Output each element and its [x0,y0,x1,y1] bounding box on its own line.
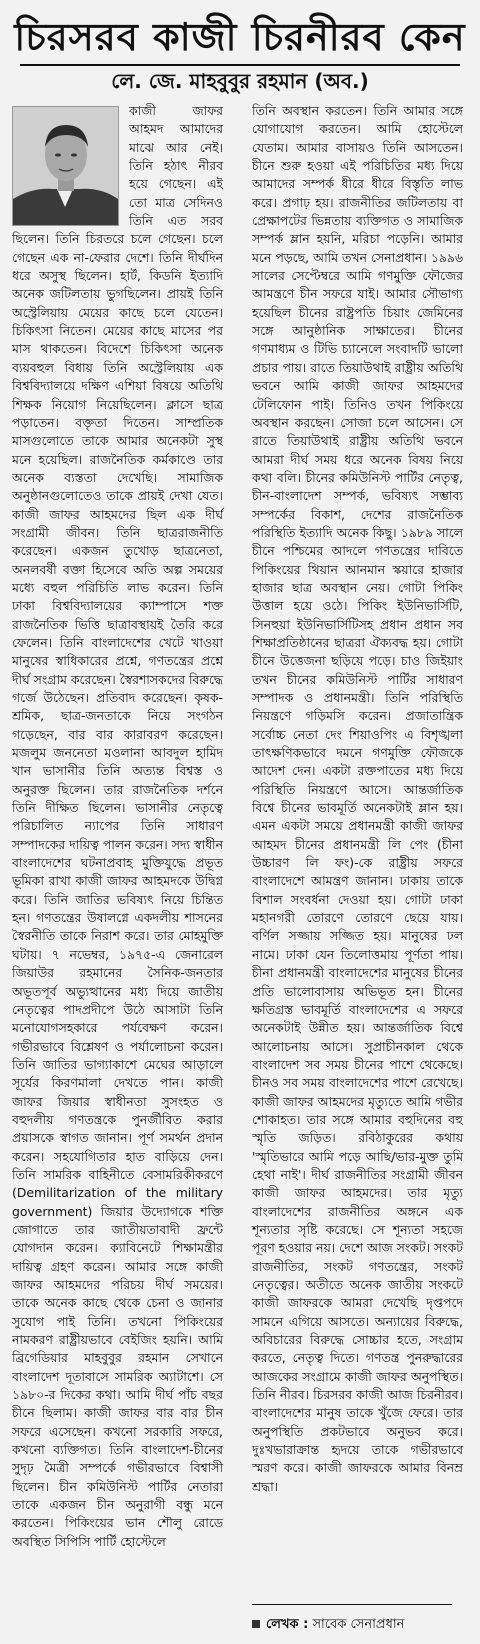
footer-rule [252,1604,452,1605]
author-credit [252,1616,463,1634]
article-column-left [12,102,223,1612]
article-column-right [252,102,463,1602]
right-column-body: তিনি অবস্থান করতেন। তিনি আমার সঙ্গে যোগাযোগ করতেন। আমি হোস্টেলে যেতাম। আমার বাসায়ও তিনি আসতেন। চীনে শুরু হওয়া এই পরিচিতির মধ্য দিয়ে আমাদের সম্পর্ক ধীরে ধীরে বিস্তৃতি লাভ করে। প্রগাঢ় হয়। রাজনীতির জটিলতায় বা প্রেক্ষাপটের ভিন্নতায় ব্যক্তিগত ও সামাজিক সম্পর্ক ম্লান হয়নি, মরিচা পড়েনি। আমার মনে পড়ছে, আমি তখন সেনাপ্রধান। ১৯৯৬ সালের সেপ্টেম্বরে আমি গণমুক্তি ফৌজের আমন্ত্রণে চীন সফরে যাই। আমার সৌভাগ্য হয়েছিল চীনের রাষ্ট্রপতি চিয়াং জেমিনের সঙ্গে আনুষ্ঠানিক সাক্ষাতের। চীনের গণমাধ্যম ও টিভি চ্যানেলে সংবাদটি ভালো প্রচার পায়। রাতে তিয়াউথাই রাষ্ট্রীয় অতিথি ভবনে আমি কাজী জাফর আহমদের টেলিফোন পাই। তিনিও তখন পিকিংয়ে অবস্থান করছেন। সোজা চলে আসেন। সে রাতে তিয়াউথাই রাষ্ট্রীয় অতিথি ভবনে আমরা দীর্ঘ সময় ধরে অনেক বিষয় নিয়ে কথা বলি। চীনের কমিউনিস্ট পার্টির নেতৃত্ব, চীন-বাংলাদেশ সম্পর্ক, ভবিষ্যৎ সম্ভাব্য সম্পর্কের বিকাশ, দেশের রাজনৈতিক পরিস্থিতি ইত্যাদি অনেক কিছু। ১৯৮৯ সালে চীনে পশ্চিমের আদলে গণতন্ত্রের দাবিতে পিকিংয়ের থিয়ান আনমান স্কয়ারে হাজার হাজার ছাত্র অবস্থান নেয়। গোটা পিকিং উত্তাল হয়ে ওঠে। পিকিং ইউনিভার্সিটি, সিনহুয়া ইউনিভার্সিটিসহ প্রধান প্রধান সব শিক্ষাপ্রতিষ্ঠানের ছাত্ররা ঐক্যবদ্ধ হয়। গোটা চীনে উত্তেজনা ছড়িয়ে পড়ে। চাও জিইয়াং তখন চীনের কমিউনিস্ট পার্টির সাধারণ সম্পাদক ও প্রধানমন্ত্রী। তিনি পরিস্থিতি নিয়ন্ত্রণে গড়িমসি করেন। প্রজাতান্ত্রিক সর্বোচ্চ নেতা দেং শিয়াওপিং এ বিশৃঙ্খলা তাৎক্ষণিকভাবে দমনে গণমুক্তি ফৌজকে আদেশ দেন। একটা রক্তপাতের মধ্য দিয়ে পরিস্থিতি নিয়ন্ত্রণে আসে। আন্তর্জাতিক বিশ্বে চীনের ভাবমূর্তি অনেকটাই ম্লান হয়। এমন একটা সময়ে প্রধানমন্ত্রী কাজী জাফর আহমদ চীনের প্রধানমন্ত্রী লি পেং (চীনা উচ্চারণ লি ফং)-কে রাষ্ট্রীয় সফরে বাংলাদেশে আমন্ত্রণ জানান। ঢাকায় তাকে বিশাল সংবর্ধনা দেওয়া হয়। গোটা ঢাকা মহানগরী তোরণে তোরণে ছেয়ে যায়। বর্ণিল সজ্জায় সজ্জিত হয়। মানুষের ঢল নামে। ঢাকা যেন তিলোত্তমায় পূর্ণতা পায়। চীনা প্রধানমন্ত্রী বাংলাদেশের মানুষের চীনের প্রতি ভালোবাসায় অভিভূত হন। চীনের ক্ষতিগ্রস্ত ভাবমূর্তি বাংলাদেশের এ সফরে অনেকটাই উন্নীত হয়। আন্তর্জাতিক বিশ্বে আলোচনায় আসে। সুপ্রাচীনকাল থেকে বাংলাদেশ সব সময় চীনের পাশে থেকেছে। চীনও সব সময় বাংলাদেশের পাশে রেখেছে। কাজী জাফর আহমদের মৃত্যুতে আমি গভীর শোকাহত। তার সঙ্গে আমার বহুদিনের বহু স্মৃতি জড়িত। রবিঠাকুরের কথায় 'স্মৃতিভারে আমি পড়ে আছি/ভার-মুক্ত তুমি হেথা নাই'। দীর্ঘ রাজনীতির সংগ্রামী জীবন কাজী জাফর আহমদের। তার মৃত্যু বাংলাদেশের রাজনীতির অঙ্গনে এক শূন্যতার সৃষ্টি করেছে। সে শূন্যতা সহজে পূরণ হওয়ার নয়। দেশে আজ সংকট। সংকট রাজনীতির, সংকট গণতন্ত্রের, সংকট নেতৃত্বের। অতীতে অনেক জাতীয় সংকটে কাজী জাফরকে আমরা দেখেছি দৃপ্তপদে সামনে এগিয়ে আসতে। অন্যায়ের বিরুদ্ধে, অবিচারের বিরুদ্ধে সোচ্চার হতে, সংগ্রাম করতে, নেতৃত্ব দিতে। গণতন্ত্র পুনরুদ্ধারের আজকের সংগ্রামে কাজী জাফর অনুপস্থিত। তিনি নীরব। চিরসরব কাজী আজ চিরনীরব। বাংলাদেশের মানুষ তাকে খুঁজে ফেরে। তার অনুপস্থিতি প্রকটভাবে অনুভব করে। দুঃখভারাক্রান্ত হৃদয়ে তাকে গভীরভাবে স্মরণ করে। কাজী জাফরকে আমার বিনম্র শ্রদ্ধা। [252,103,463,1494]
article-headline: চিরসরব কাজী চিরনীরব কেন [14,14,466,59]
left-column-body: কাজী জাফর আহমদ আমাদের মাঝে আর নেই। তিনি হঠাৎ নীরব হয়ে গেছেন। এই তো মাত্র সেদিনও তিনি এত সরব ছিলেন। তিনি চিরতরে চলে গেছেন। চলে গেছেন এক না-ফেরার দেশে। তিনি দীর্ঘদিন ধরে অসুস্থ ছিলেন। হার্ট, কিডনি ইত্যাদি অনেক জটিলতায় ভুগছিলেন। প্রায়ই তিনি অস্ট্রেলিয়ায় মেয়ের কাছে চলে যেতেন। চিকিৎসা নিতেন। মেয়ের কাছে মাসের পর মাস থাকতেন। বিদেশে চিকিৎসা অনেক ব্যয়বহুল বিধায় তিনি অস্ট্রেলিয়ায় এক বিশ্ববিদ্যালয়ে দক্ষিণ এশিয়া বিষয়ে অতিথি শিক্ষক নিয়োগ নিয়েছিলেন। ক্লাসে ছাত্র পড়াতেন। বক্তৃতা দিতেন। সাম্প্রতিক মাসগুলোতে তাকে আমার অনেকটা সুস্থ মনে হয়েছিল। রাজনৈতিক কর্মকাণ্ডে তার অনেক ব্যস্ততা দেখেছি। সামাজিক অনুষ্ঠানগুলোতেও তাকে প্রায়ই দেখা যেত। কাজী জাফর আহমদের ছিল এক দীর্ঘ সংগ্রামী জীবন। তিনি ছাত্ররাজনীতি করেছেন। একজন তুখোড় ছাত্রনেতা, অনলবর্ষী বক্তা হিসেবে অতি অল্প সময়ের মধ্যে বহুল পরিচিতি লাভ করেন। তিনি ঢাকা বিশ্ববিদ্যালয়ের ক্যাম্পাসে শক্ত রাজনৈতিক ভিত্তি ছাত্রাবস্থায়ই তৈরি করে ফেলেন। তিনি বাংলাদেশের খেটে খাওয়া মানুষের স্বাধিকারের প্রশ্নে, গণতন্ত্রের প্রশ্নে দীর্ঘ সংগ্রাম করেছেন। স্বৈরশাসকদের বিরুদ্ধে গর্জে উঠেছেন। প্রতিবাদ করেছেন। কৃষক-শ্রমিক, ছাত্র-জনতাকে নিয়ে সংগঠন গড়েছেন, বার বার কারাবরণ করেছেন। মজলুম জননেতা মওলানা আবদুল হামিদ খান ভাসানীর তিনি অত্যন্ত বিশ্বস্ত ও অনুরক্ত ছিলেন। তার রাজনৈতিক দর্শনে তিনি দীক্ষিত ছিলেন। ভাসানীর নেতৃত্বে পরিচালিত ন্যাপের তিনি সাধারণ সম্পাদকের দায়িত্ব পালন করেন। সদ্য স্বাধীন বাংলাদেশের ঘটনাপ্রবাহ মুক্তিযুদ্ধে প্রভূত ভূমিকা রাখা কাজী জাফর আহমদকে উদ্বিগ্ন করে। তিনি জাতির ভবিষ্যৎ নিয়ে চিন্তিত হন। গণতন্ত্রের উষালগ্নে একদলীয় শাসনের স্বৈরনীতি তাকে নিরাশ করে। তার মোহমুক্তি ঘটায়। ৭ নভেম্বর, ১৯৭৫-এ জেনারেল জিয়াউর রহমানের সৈনিক-জনতার অভূতপূর্ব অভ্যুত্থানের মধ্য দিয়ে জাতীয় নেতৃত্বের পাদপ্রদীপে উঠে আসাটা তিনি মনোযোগসহকারে পর্যবেক্ষণ করেন। গভীরভাবে বিশ্লেষণ ও পর্যালোচনা করেন। তিনি জাতির ভাগ্যাকাশে মেঘের আড়ালে সূর্যের কিরণমালা দেখতে পান। কাজী জাফর জিয়ার স্বাধীনতা সুসংহত ও বহুদলীয় গণতন্ত্রকে পুনর্জীবিত করার প্রয়াসকে স্বাগত জানান। পূর্ণ সমর্থন প্রদান করেন। সহযোগিতার হাত বাড়িয়ে দেন। তিনি সামরিক বাহিনীতে বেসামরিকীকরণে (Demilitarization of the military government) জিয়ার উদ্যোগকে শক্তি জোগাতে তার জাতীয়তাবাদী ফ্রন্টে যোগদান করেন। ক্যাবিনেটে শিক্ষামন্ত্রীর দায়িত্ব গ্রহণ করেন। আমার সঙ্গে কাজী জাফর আহমদের পরিচয় দীর্ঘ সময়ের। তাকে অনেক কাছে থেকে চেনা ও জানার সুযোগ পাই তিনি। তখনো পিকিংয়ের নামকরণ রাষ্ট্রীয়ভাবে বেইজিং হয়নি। আমি ব্রিগেডিয়ার মাহবুবুর রহমান সেখানে বাংলাদেশ দূতাবাসে সামরিক অ্যাটাশে। সে ১৯৮০-র দিকের কথা। আমি দীর্ঘ পাঁচ বছর চীনে ছিলাম। কাজী জাফর বার বার চীন সফরে এসেছেন। কখনো সরকারি সফরে, কখনো ব্যক্তিগত। তিনি বাংলাদেশ-চীনের সুদৃঢ় মৈত্রী সম্পর্কে গভীরভাবে বিশ্বাসী ছিলেন। চীন কমিউনিস্ট পার্টির নেতারা তাকে একজন চীন অনুরাগী বন্ধু মনে করতেন। পিকিংয়ের ভান শৌলু রোডে অবস্থিত সিপিসি পার্টি হোস্টেলে [12,103,223,1549]
article-byline: লে. জে. মাহবুবুর রহমান (অব.) [111,69,369,93]
square-bullet-icon [252,1620,260,1628]
author-credit-label: লেখক : [266,1617,309,1632]
headline-rule [20,64,460,66]
author-portrait-photo [12,106,119,226]
author-credit-text: সাবেক সেনাপ্রধান [312,1617,405,1632]
